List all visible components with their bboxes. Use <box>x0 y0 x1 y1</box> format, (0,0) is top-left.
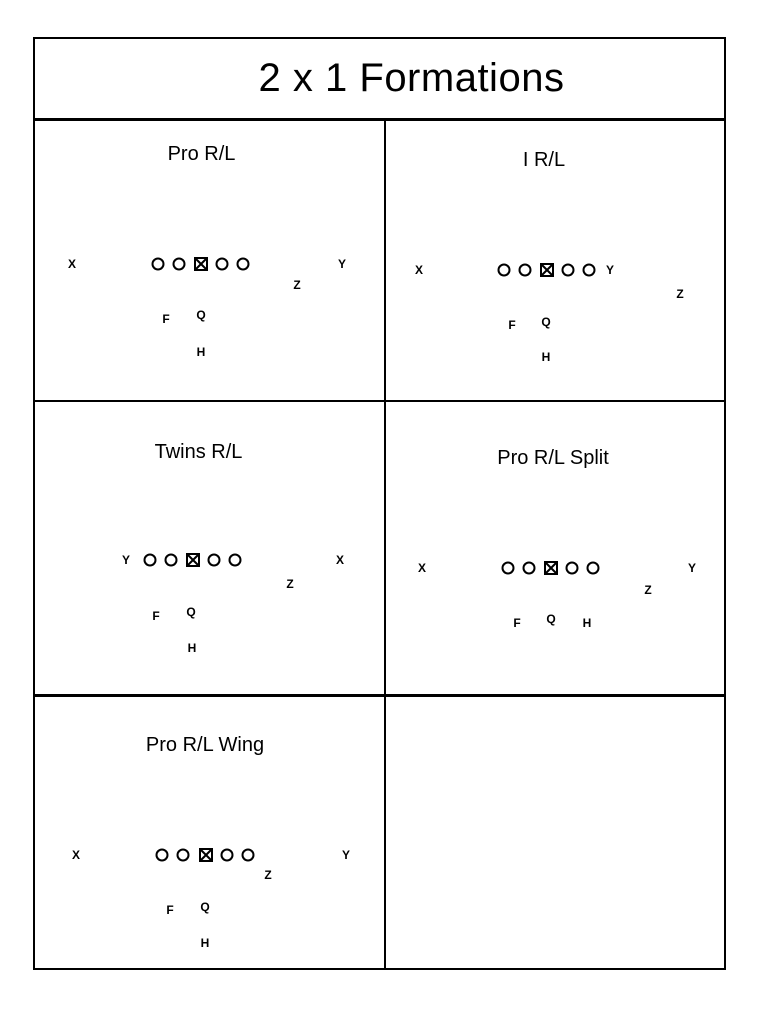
formation-title: Pro R/L Wing <box>145 734 265 756</box>
lineman <box>173 258 186 271</box>
center-icon <box>199 848 213 862</box>
player-y: Y <box>341 848 351 862</box>
player-f: F <box>152 609 160 623</box>
player-z: Z <box>286 577 294 591</box>
player-y: Y <box>687 561 697 575</box>
lineman <box>519 264 532 277</box>
player-h: H <box>196 345 206 359</box>
player-q: Q <box>196 308 206 322</box>
player-h: H <box>582 616 592 630</box>
sheet-title: 2 x 1 Formations <box>258 56 565 100</box>
player-x: X <box>414 263 424 277</box>
formation-title: Twins R/L <box>154 441 243 463</box>
player-h: H <box>541 350 551 364</box>
center-icon <box>540 263 554 277</box>
lineman <box>587 562 600 575</box>
lineman <box>562 264 575 277</box>
player-z: Z <box>264 868 272 882</box>
player-y: Y <box>337 257 347 271</box>
player-q: Q <box>200 900 210 914</box>
player-x: X <box>417 561 427 575</box>
player-y: Y <box>121 553 131 567</box>
formation-title: Pro R/L Split <box>497 447 609 469</box>
player-f: F <box>513 616 521 630</box>
lineman <box>144 554 157 567</box>
lineman <box>156 849 169 862</box>
player-q: Q <box>186 605 196 619</box>
player-q: Q <box>541 315 551 329</box>
lineman <box>566 562 579 575</box>
player-x: X <box>71 848 81 862</box>
formation-panel-i <box>386 124 724 400</box>
formation-sheet <box>33 37 726 970</box>
lineman <box>237 258 250 271</box>
center-icon <box>186 553 200 567</box>
lineman <box>216 258 229 271</box>
player-z: Z <box>644 583 652 597</box>
lineman <box>152 258 165 271</box>
empty-panel <box>386 697 724 968</box>
player-f: F <box>166 903 174 917</box>
formation-panel-pro-wing <box>35 697 384 968</box>
formation-title: I R/L <box>522 149 566 171</box>
lineman <box>229 554 242 567</box>
lineman <box>208 554 221 567</box>
title-bar <box>35 39 724 121</box>
lineman <box>502 562 515 575</box>
lineman <box>165 554 178 567</box>
center-icon <box>194 257 208 271</box>
player-z: Z <box>293 278 301 292</box>
formation-panel-twins <box>35 402 384 694</box>
player-y: Y <box>605 263 615 277</box>
lineman <box>523 562 536 575</box>
lineman <box>242 849 255 862</box>
player-h: H <box>200 936 210 950</box>
center-icon <box>544 561 558 575</box>
player-f: F <box>162 312 170 326</box>
player-x: X <box>67 257 77 271</box>
lineman <box>583 264 596 277</box>
player-q: Q <box>546 612 556 626</box>
player-x: X <box>335 553 345 567</box>
formation-panel-pro <box>35 124 384 400</box>
formation-title: Pro R/L <box>167 143 236 165</box>
formation-panel-pro-split <box>386 402 724 694</box>
player-f: F <box>508 318 516 332</box>
lineman <box>221 849 234 862</box>
lineman <box>177 849 190 862</box>
lineman <box>498 264 511 277</box>
player-z: Z <box>676 287 684 301</box>
player-h: H <box>187 641 197 655</box>
